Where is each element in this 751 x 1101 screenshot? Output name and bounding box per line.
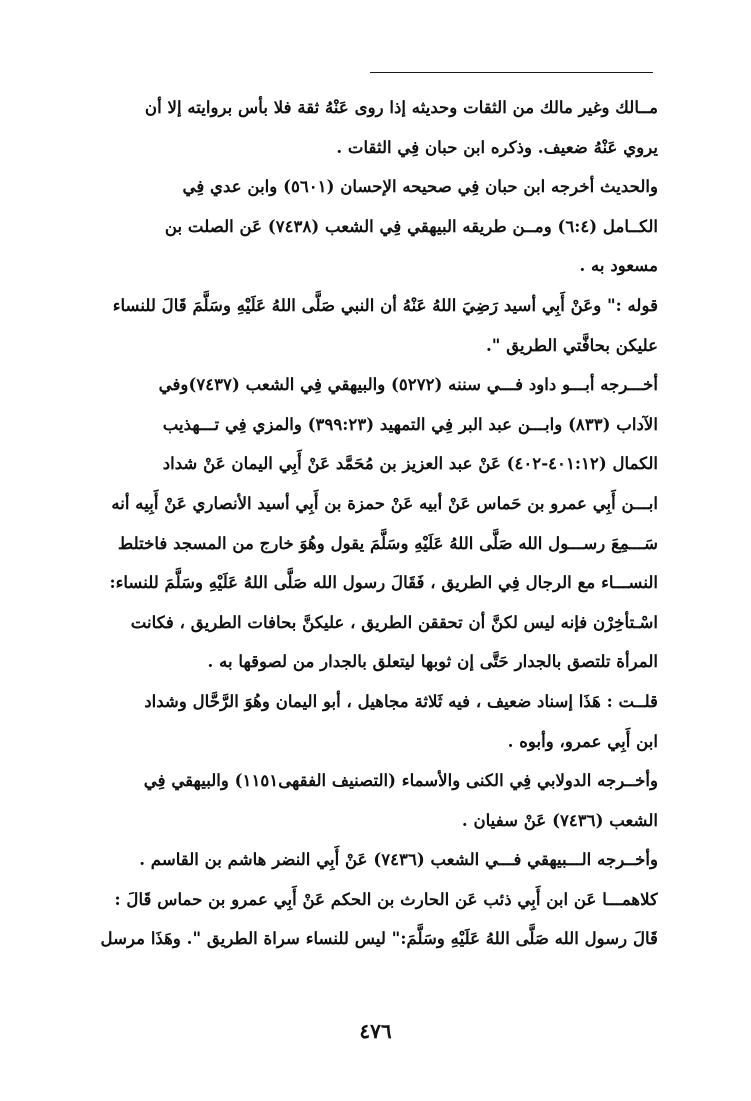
text-line: قَالَ رسول الله صَلَّى اللهُ عَلَيْهِ وسَلَّمَ:" ليس للنساء سراة الطريق ". وهَذَا مرسل <box>100 928 658 949</box>
text-line: والحديث أخرجه ابن حبان فِي صحيحه الإحسان (٥٦٠١) وابن عدي فِي <box>182 176 658 197</box>
text-line: مــالك وغير مالك من الثقات وحديثه إذا روى عَنْهُ ثقة فلا بأس بروايته إلا أن <box>144 97 658 117</box>
footnote-separator-rule <box>370 72 653 73</box>
text-line: اسْـتأخِرْن فإنه ليس لكنَّ أن تحققن الطريق ، عليكنَّ بحافات الطريق ، فكانت <box>130 611 658 632</box>
text-line: مسعود به . <box>579 255 658 276</box>
footnote-text-block <box>80 88 658 959</box>
text-line: أخـــرجه أبـــو داود فـــي سننه (٥٢٧٢) والبيهقي فِي الشعب (٧٤٣٧)وفي <box>158 374 658 395</box>
text-line: الكــامل (٦:٤) ومــن طريقه البيهقي فِي الشعب (٧٤٣٨) عَن الصلت بن <box>164 215 658 236</box>
text-line: الآداب (٨٣٣) وابـــن عبد البر فِي التمهيد (٣٩٩:٢٣) والمزي فِي تـــهذيب <box>162 413 658 434</box>
text-line: وأخــرجه الدولابي فِي الكنى والأسماء (التصنيف الفقهى١١٥١) والبيهقي فِي <box>143 770 658 791</box>
text-line: النســـاء مع الرجال فِي الطريق ، فَقَالَ رسول الله صَلَّى اللهُ عَلَيْهِ وسَلَّمَ للنساء: <box>109 572 658 593</box>
text-line: المرأة تلتصق بالجدار حَتَّى إن ثوبها ليتعلق بالجدار من لصوقها به . <box>207 651 658 672</box>
text-line: كلاهمـــا عَن ابن أَبِي ذئب عَن الحارث بن الحكم عَنْ أَبِي عمرو بن حماس قَالَ : <box>114 888 658 909</box>
text-line: ابن أَبِي عمرو، وأبوه . <box>507 730 658 751</box>
text-line: الشعب (٧٤٣٦) عَنْ سفيان . <box>461 809 658 830</box>
text-line: قوله :" وعَنْ أَبِي أسيد رَضِيَ اللهُ عَنْهُ أن النبي صَلَّى اللهُ عَلَيْهِ وسَلَّمَ قَالَ للنساء <box>112 294 658 315</box>
text-line: قلــت : هَذَا إسناد ضعيف ، فيه ثَلاثة مجاهيل ، أبو اليمان وهُوَ الرَّحَّال وشداد <box>144 690 658 711</box>
page-number: ٤٧٦ <box>359 1019 392 1043</box>
text-line: الكمال (٤٠١:١٢-٤٠٢) عَنْ عبد العزيز بن مُحَمَّد عَنْ أَبِي اليمان عَنْ شداد <box>162 453 658 474</box>
text-line: يروي عَنْهُ ضعيف. وذكره ابن حبان فِي الثقات . <box>336 136 658 157</box>
text-line: عليكن بحافَّتي الطريق ". <box>486 334 658 355</box>
text-line: وأخــرجه الـــبيهقي فـــي الشعب (٧٤٣٦) عَنْ أَبِي النضر هاشم بن القاسم . <box>139 849 658 870</box>
text-line: سَـــمِعَ رســـول الله صَلَّى اللهُ عَلَيْهِ وسَلَّمَ يقول وهُوَ خارج من المسجد فاختلط <box>117 532 658 553</box>
text-line: ابـــن أَبِي عمرو بن حَماس عَنْ أبيه عَنْ حمزة بن أَبِي أسيد الأنصاري عَنْ أَبِيه أنه <box>111 492 658 513</box>
